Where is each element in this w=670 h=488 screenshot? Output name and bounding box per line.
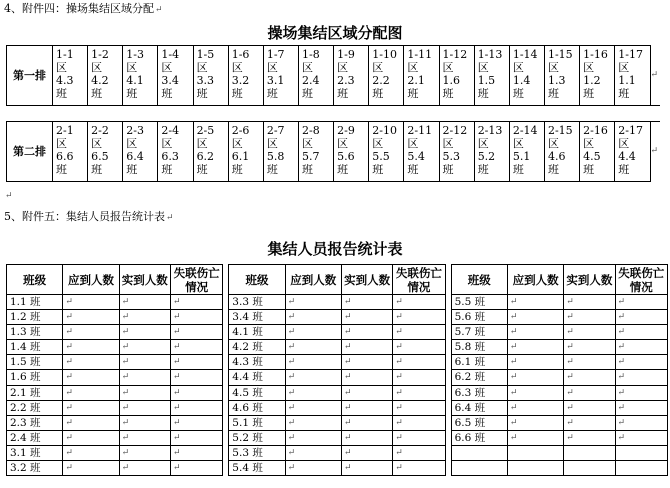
zone-cell: 1-13 区 1.5 班 [474, 46, 509, 106]
class-cell: 4.3 班 [229, 355, 285, 370]
class-cell: 5.6 班 [451, 310, 507, 325]
row-spacer [7, 106, 661, 122]
entry-cell[interactable]: ↵ [393, 415, 445, 430]
class-cell: 1.6 班 [7, 370, 63, 385]
zone-cell: 2-8 区 5.7 班 [298, 122, 333, 182]
entry-cell[interactable]: ↵ [63, 340, 119, 355]
entry-cell[interactable]: ↵ [170, 325, 222, 340]
entry-cell[interactable]: ↵ [285, 370, 341, 385]
entry-cell[interactable]: ↵ [615, 385, 667, 400]
entry-cell[interactable]: ↵ [285, 310, 341, 325]
entry-cell[interactable]: ↵ [341, 430, 392, 445]
entry-cell[interactable]: ↵ [507, 355, 563, 370]
row-label: 第一排 [7, 46, 53, 106]
distribution-table [6, 45, 660, 182]
entry-cell[interactable]: ↵ [170, 355, 222, 370]
class-cell: 3.4 班 [229, 310, 285, 325]
entry-cell[interactable]: ↵ [615, 295, 667, 310]
table-row [7, 340, 668, 355]
entry-cell[interactable]: ↵ [285, 461, 341, 476]
entry-cell[interactable]: ↵ [285, 415, 341, 430]
entry-cell[interactable]: ↵ [341, 445, 392, 460]
zone-cell: 2-2 区 6.5 班 [88, 122, 123, 182]
class-cell: 1.3 班 [7, 325, 63, 340]
entry-cell[interactable]: ↵ [285, 445, 341, 460]
class-cell: 2.1 班 [7, 385, 63, 400]
table-row [7, 355, 668, 370]
row-label: 第二排 [7, 122, 53, 182]
entry-cell[interactable]: ↵ [564, 295, 615, 310]
entry-cell[interactable] [507, 445, 563, 460]
entry-cell[interactable]: ↵ [615, 430, 667, 445]
table-row [7, 310, 668, 325]
entry-cell[interactable]: ↵ [341, 310, 392, 325]
zone-cell: 2-1 区 6.6 班 [53, 122, 88, 182]
entry-cell[interactable]: ↵ [615, 415, 667, 430]
entry-cell[interactable]: ↵ [119, 325, 170, 340]
entry-cell[interactable]: ↵ [507, 340, 563, 355]
section-5-heading [4, 210, 174, 225]
zone-cell: 2-16 区 4.5 班 [580, 122, 615, 182]
entry-cell[interactable]: ↵ [615, 325, 667, 340]
class-cell: 4.4 班 [229, 370, 285, 385]
entry-cell[interactable]: ↵ [507, 370, 563, 385]
entry-cell[interactable]: ↵ [341, 370, 392, 385]
table-row [7, 415, 668, 430]
class-cell: 1.5 班 [7, 355, 63, 370]
column-header: 应到人数 [507, 265, 563, 295]
class-cell: 2.4 班 [7, 430, 63, 445]
zone-cell: 2-5 区 6.2 班 [193, 122, 228, 182]
class-cell: 1.4 班 [7, 340, 63, 355]
paragraph-mark-icon: ↵ [650, 46, 660, 106]
class-cell: 5.3 班 [229, 445, 285, 460]
column-header: 实到人数 [119, 265, 170, 295]
entry-cell[interactable]: ↵ [564, 355, 615, 370]
zone-cell: 1-9 区 2.3 班 [334, 46, 369, 106]
column-header: 失联伤亡情况 [393, 265, 445, 295]
table-row [7, 295, 668, 310]
entry-cell[interactable]: ↵ [170, 445, 222, 460]
entry-cell[interactable]: ↵ [63, 355, 119, 370]
entry-cell[interactable]: ↵ [393, 430, 445, 445]
class-cell: 6.6 班 [451, 430, 507, 445]
paragraph-mark-icon: ↵ [650, 122, 660, 182]
zone-cell: 1-8 区 2.4 班 [298, 46, 333, 106]
class-cell: 4.1 班 [229, 325, 285, 340]
column-header: 班级 [7, 265, 63, 295]
entry-cell[interactable]: ↵ [507, 385, 563, 400]
entry-cell[interactable] [507, 461, 563, 476]
entry-cell[interactable]: ↵ [564, 385, 615, 400]
zone-cell: 1-3 区 4.1 班 [123, 46, 158, 106]
distribution-row [7, 122, 661, 182]
table-row [7, 461, 668, 476]
class-cell: 5.8 班 [451, 340, 507, 355]
class-cell: 3.1 班 [7, 445, 63, 460]
entry-cell[interactable]: ↵ [393, 310, 445, 325]
entry-cell[interactable]: ↵ [341, 340, 392, 355]
class-cell: 5.4 班 [229, 461, 285, 476]
section-4-heading [4, 2, 163, 17]
entry-cell[interactable]: ↵ [564, 325, 615, 340]
entry-cell[interactable]: ↵ [170, 415, 222, 430]
entry-cell[interactable]: ↵ [393, 445, 445, 460]
class-cell: 6.1 班 [451, 355, 507, 370]
entry-cell[interactable]: ↵ [63, 415, 119, 430]
entry-cell[interactable]: ↵ [119, 415, 170, 430]
class-cell: 6.4 班 [451, 400, 507, 415]
entry-cell[interactable]: ↵ [63, 461, 119, 476]
table-row [7, 430, 668, 445]
paragraph-mark-icon: ↵ [155, 5, 163, 15]
entry-cell[interactable] [615, 445, 667, 460]
entry-cell[interactable]: ↵ [341, 415, 392, 430]
entry-cell[interactable]: ↵ [507, 295, 563, 310]
entry-cell[interactable] [564, 461, 615, 476]
section-5-heading-text: 5、附件五：集结人员报告统计表 [4, 210, 165, 223]
entry-cell[interactable]: ↵ [615, 355, 667, 370]
entry-cell[interactable] [615, 461, 667, 476]
column-header: 实到人数 [341, 265, 392, 295]
class-cell [451, 445, 507, 460]
table-row [7, 445, 668, 460]
entry-cell[interactable]: ↵ [341, 355, 392, 370]
column-header: 实到人数 [564, 265, 615, 295]
class-cell: 5.7 班 [451, 325, 507, 340]
entry-cell[interactable]: ↵ [119, 310, 170, 325]
entry-cell[interactable]: ↵ [119, 355, 170, 370]
table-row [7, 325, 668, 340]
class-cell: 5.2 班 [229, 430, 285, 445]
entry-cell[interactable]: ↵ [170, 340, 222, 355]
zone-cell: 2-4 区 6.3 班 [158, 122, 193, 182]
entry-cell[interactable]: ↵ [285, 340, 341, 355]
class-cell [451, 461, 507, 476]
entry-cell[interactable]: ↵ [564, 340, 615, 355]
entry-cell[interactable]: ↵ [285, 430, 341, 445]
entry-cell[interactable]: ↵ [564, 400, 615, 415]
report-header-row [7, 265, 668, 295]
entry-cell[interactable] [564, 445, 615, 460]
column-header: 失联伤亡情况 [615, 265, 667, 295]
entry-cell[interactable]: ↵ [119, 385, 170, 400]
entry-cell[interactable]: ↵ [507, 430, 563, 445]
class-cell: 5.5 班 [451, 295, 507, 310]
entry-cell[interactable]: ↵ [393, 325, 445, 340]
entry-cell[interactable]: ↵ [507, 325, 563, 340]
entry-cell[interactable]: ↵ [393, 340, 445, 355]
zone-cell: 2-12 区 5.3 班 [439, 122, 474, 182]
entry-cell[interactable]: ↵ [119, 370, 170, 385]
entry-cell[interactable]: ↵ [63, 385, 119, 400]
entry-cell[interactable]: ↵ [564, 370, 615, 385]
zone-cell: 1-17 区 1.1 班 [615, 46, 650, 106]
zone-cell: 1-4 区 3.4 班 [158, 46, 193, 106]
zone-cell: 2-17 区 4.4 班 [615, 122, 650, 182]
entry-cell[interactable]: ↵ [170, 461, 222, 476]
entry-cell[interactable]: ↵ [341, 400, 392, 415]
class-cell: 5.1 班 [229, 415, 285, 430]
entry-cell[interactable]: ↵ [119, 461, 170, 476]
entry-cell[interactable]: ↵ [393, 370, 445, 385]
entry-cell[interactable]: ↵ [285, 295, 341, 310]
class-cell: 3.3 班 [229, 295, 285, 310]
entry-cell[interactable]: ↵ [564, 430, 615, 445]
report-table [6, 264, 668, 476]
class-cell: 1.1 班 [7, 295, 63, 310]
zone-cell: 2-7 区 5.8 班 [263, 122, 298, 182]
column-header: 应到人数 [285, 265, 341, 295]
entry-cell[interactable]: ↵ [119, 430, 170, 445]
zone-cell: 1-7 区 3.1 班 [263, 46, 298, 106]
zone-cell: 1-2 区 4.2 班 [88, 46, 123, 106]
zone-cell: 2-6 区 6.1 班 [228, 122, 263, 182]
zone-cell: 2-10 区 5.5 班 [369, 122, 404, 182]
zone-cell: 1-5 区 3.3 班 [193, 46, 228, 106]
entry-cell[interactable]: ↵ [119, 400, 170, 415]
entry-cell[interactable]: ↵ [63, 310, 119, 325]
column-header: 失联伤亡情况 [170, 265, 222, 295]
paragraph-mark-icon: ↵ [166, 213, 174, 223]
paragraph-mark-icon: ↵ [5, 191, 13, 201]
entry-cell[interactable]: ↵ [615, 310, 667, 325]
entry-cell[interactable]: ↵ [507, 310, 563, 325]
table-row [7, 385, 668, 400]
zone-cell: 1-15 区 1.3 班 [544, 46, 579, 106]
entry-cell[interactable]: ↵ [119, 340, 170, 355]
zone-cell: 2-9 区 5.6 班 [334, 122, 369, 182]
entry-cell[interactable]: ↵ [341, 325, 392, 340]
column-header: 应到人数 [63, 265, 119, 295]
entry-cell[interactable]: ↵ [507, 400, 563, 415]
entry-cell[interactable]: ↵ [119, 295, 170, 310]
zone-cell: 1-1 区 4.3 班 [53, 46, 88, 106]
zone-cell: 2-14 区 5.1 班 [509, 122, 544, 182]
section-4-heading-text: 4、附件四：操场集结区域分配 [4, 2, 154, 15]
entry-cell[interactable]: ↵ [393, 400, 445, 415]
entry-cell[interactable]: ↵ [341, 385, 392, 400]
entry-cell[interactable]: ↵ [63, 295, 119, 310]
class-cell: 3.2 班 [7, 461, 63, 476]
zone-cell: 2-3 区 6.4 班 [123, 122, 158, 182]
zone-cell: 1-12 区 1.6 班 [439, 46, 474, 106]
entry-cell[interactable]: ↵ [615, 400, 667, 415]
class-cell: 6.5 班 [451, 415, 507, 430]
entry-cell[interactable]: ↵ [170, 430, 222, 445]
entry-cell[interactable]: ↵ [393, 385, 445, 400]
entry-cell[interactable]: ↵ [393, 461, 445, 476]
zone-cell: 2-11 区 5.4 班 [404, 122, 439, 182]
zone-cell: 1-10 区 2.2 班 [369, 46, 404, 106]
entry-cell[interactable]: ↵ [285, 325, 341, 340]
class-cell: 6.2 班 [451, 370, 507, 385]
blank-paragraph [4, 188, 13, 203]
entry-cell[interactable]: ↵ [170, 385, 222, 400]
entry-cell[interactable]: ↵ [170, 295, 222, 310]
column-header: 班级 [229, 265, 285, 295]
entry-cell[interactable]: ↵ [507, 415, 563, 430]
zone-cell: 2-15 区 4.6 班 [544, 122, 579, 182]
entry-cell[interactable]: ↵ [63, 325, 119, 340]
entry-cell[interactable]: ↵ [63, 445, 119, 460]
class-cell: 2.2 班 [7, 400, 63, 415]
distribution-title: 操场集结区域分配图 [267, 24, 403, 42]
report-title: 集结人员报告统计表 [267, 240, 403, 258]
entry-cell[interactable]: ↵ [615, 370, 667, 385]
entry-cell[interactable]: ↵ [393, 355, 445, 370]
entry-cell[interactable]: ↵ [615, 340, 667, 355]
table-row [7, 400, 668, 415]
zone-cell: 1-16 区 1.2 班 [580, 46, 615, 106]
entry-cell[interactable]: ↵ [63, 430, 119, 445]
table-row [7, 370, 668, 385]
entry-cell[interactable]: ↵ [63, 370, 119, 385]
zone-cell: 1-14 区 1.4 班 [509, 46, 544, 106]
entry-cell[interactable]: ↵ [285, 385, 341, 400]
class-cell: 4.5 班 [229, 385, 285, 400]
zone-cell: 1-11 区 2.1 班 [404, 46, 439, 106]
entry-cell[interactable]: ↵ [285, 355, 341, 370]
distribution-row [7, 46, 661, 106]
entry-cell[interactable]: ↵ [170, 310, 222, 325]
entry-cell[interactable]: ↵ [170, 400, 222, 415]
entry-cell[interactable]: ↵ [564, 310, 615, 325]
entry-cell[interactable]: ↵ [285, 400, 341, 415]
class-cell: 6.3 班 [451, 385, 507, 400]
entry-cell[interactable]: ↵ [170, 370, 222, 385]
class-cell: 1.2 班 [7, 310, 63, 325]
class-cell: 4.2 班 [229, 340, 285, 355]
column-header: 班级 [451, 265, 507, 295]
entry-cell[interactable]: ↵ [341, 461, 392, 476]
class-cell: 2.3 班 [7, 415, 63, 430]
entry-cell[interactable]: ↵ [119, 445, 170, 460]
entry-cell[interactable]: ↵ [341, 295, 392, 310]
entry-cell[interactable]: ↵ [564, 415, 615, 430]
class-cell: 4.6 班 [229, 400, 285, 415]
entry-cell[interactable]: ↵ [63, 400, 119, 415]
zone-cell: 2-13 区 5.2 班 [474, 122, 509, 182]
zone-cell: 1-6 区 3.2 班 [228, 46, 263, 106]
entry-cell[interactable]: ↵ [393, 295, 445, 310]
